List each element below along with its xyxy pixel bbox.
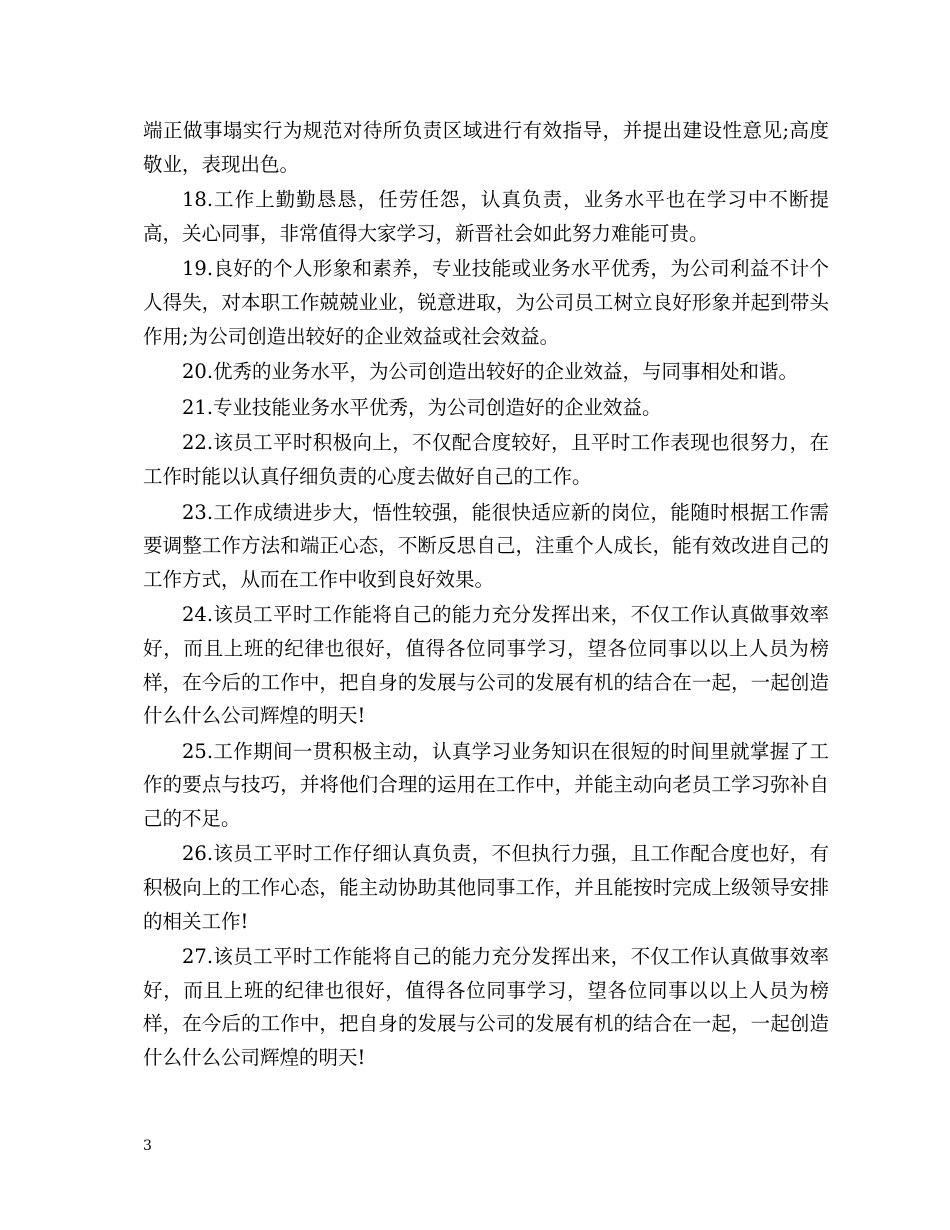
paragraph: 21.专业技能业务水平优秀，为公司创造好的企业效益。 — [182, 395, 662, 419]
paragraph: 22.该员工平时积极向上，不仅配合度较好，且平时工作表现也很努力，在工作时能以认真仔细负责的心度去做好自己的工作。 — [143, 431, 829, 488]
paragraph: 25.工作期间一贯积极主动，认真学习业务知识在很短的时间里就掌握了工作的要点与技巧，并将他们合理的运用在工作中，并能主动向老员工学习弥补自己的不足。 — [143, 739, 829, 830]
paragraph: 24.该员工平时工作能将自己的能力充分发挥出来，不仅工作认真做事效率好，而且上班的纪律也很好，值得各位同事学习，望各位同事以以上人员为榜样，在今后的工作中，把自身的发展与公司的发展有机的结合在一起，一起创造什么什么公司辉煌的明天! — [143, 603, 829, 728]
page-number: 3 — [143, 1138, 152, 1154]
paragraph: 20.优秀的业务水平，为公司创造出较好的企业效益，与同事相处和谐。 — [182, 360, 799, 384]
document-body — [143, 114, 829, 1077]
paragraph: 端正做事塌实行为规范对待所负责区域进行有效指导，并提出建设性意见;高度敬业，表现出色。 — [143, 119, 829, 176]
paragraph: 19.良好的个人形象和素养，专业技能或业务水平优秀，为公司利益不计个人得失，对本职工作兢兢业业，锐意进取，为公司员工树立良好形象并起到带头作用;为公司创造出较好的企业效益或社会效益。 — [143, 257, 829, 348]
paragraph: 27.该员工平时工作能将自己的能力充分发挥出来，不仅工作认真做事效率好，而且上班的纪律也很好，值得各位同事学习，望各位同事以以上人员为榜样，在今后的工作中，把自身的发展与公司的发展有机的结合在一起，一起创造什么什么公司辉煌的明天! — [143, 945, 829, 1070]
paragraph: 23.工作成绩进步大，悟性较强，能很快适应新的岗位，能随时根据工作需要调整工作方法和端正心态，不断反思自己，注重个人成长，能有效改进自己的工作方式，从而在工作中收到良好效果。 — [143, 500, 829, 591]
paragraph: 18.工作上勤勤恳恳，任劳任怨，认真负责，业务水平也在学习中不断提高，关心同事，非常值得大家学习，新晋社会如此努力难能可贵。 — [143, 188, 829, 245]
paragraph: 26.该员工平时工作仔细认真负责，不但执行力强，且工作配合度也好，有积极向上的工作心态，能主动协助其他同事工作，并且能按时完成上级领导安排的相关工作! — [143, 842, 829, 933]
